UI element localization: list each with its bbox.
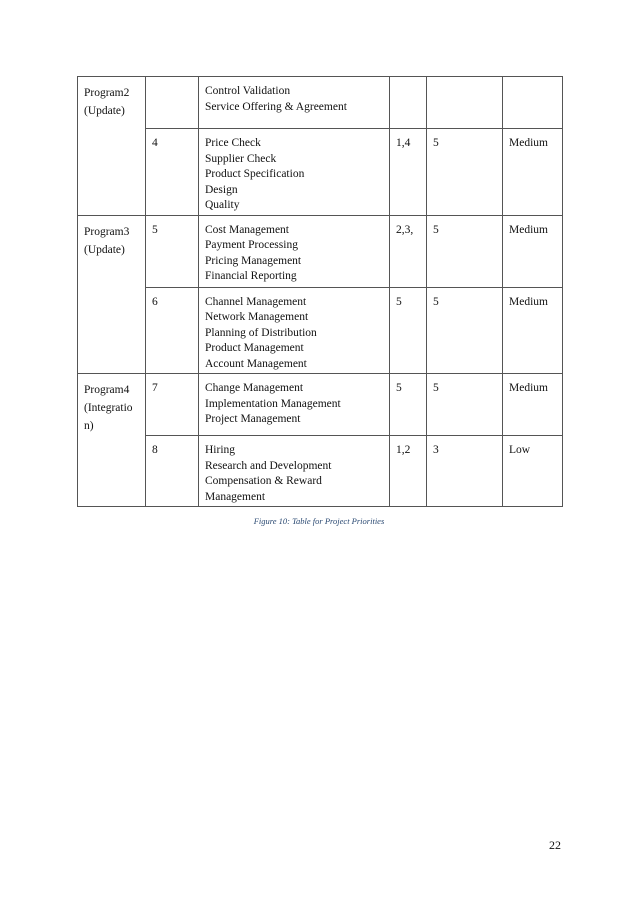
function-item: Control Validation (205, 85, 291, 97)
score-cell: 5 (427, 374, 503, 436)
score-cell: 5 (427, 287, 503, 374)
dependency-cell: 1,2 (390, 436, 427, 507)
functions-cell (199, 287, 390, 374)
program-label: (Update) (84, 243, 125, 256)
project-number-cell: 7 (146, 374, 199, 436)
function-item: Project Management (205, 413, 301, 425)
page-number: 22 (549, 838, 561, 852)
score-cell (427, 77, 503, 129)
priority-cell: Medium (503, 287, 563, 374)
score-cell: 5 (427, 215, 503, 287)
function-item: Account Management (205, 357, 307, 370)
functions-cell (199, 436, 390, 507)
project-number-cell (146, 77, 199, 129)
table-row (78, 436, 563, 507)
dependency-cell (390, 77, 427, 129)
functions-cell (199, 129, 390, 216)
program-label: Program4 (84, 384, 130, 396)
function-item: Quality (205, 199, 240, 211)
priority-cell (503, 77, 563, 129)
program-label: Program2 (84, 87, 130, 99)
function-item: Supplier Check (205, 152, 277, 165)
function-item: Price Check (205, 137, 261, 149)
score-cell: 5 (427, 129, 503, 216)
table-row (78, 129, 563, 216)
priority-cell: Low (503, 436, 563, 507)
program-cell (78, 77, 146, 216)
function-item: Implementation Management (205, 397, 341, 410)
function-item: Financial Reporting (205, 270, 297, 282)
dependency-cell: 5 (390, 287, 427, 374)
priority-cell: Medium (503, 374, 563, 436)
project-number-cell: 6 (146, 287, 199, 374)
function-item: Service Offering & Agreement (205, 100, 347, 113)
table-row (78, 374, 563, 436)
function-item: Product Management (205, 342, 304, 354)
project-number-cell: 8 (146, 436, 199, 507)
function-item: Payment Processing (205, 239, 298, 251)
function-item: Cost Management (205, 223, 289, 236)
program-label: (Update) (84, 105, 125, 117)
table-body (78, 77, 563, 507)
table-row (78, 77, 563, 129)
program-cell (78, 374, 146, 507)
functions-cell (199, 77, 390, 129)
functions-cell (199, 215, 390, 287)
function-item: Compensation & Reward (205, 475, 322, 487)
dependency-cell: 1,4 (390, 129, 427, 216)
dependency-cell: 5 (390, 374, 427, 436)
project-number-cell: 5 (146, 215, 199, 287)
function-item: Planning of Distribution (205, 326, 317, 339)
priority-cell: Medium (503, 129, 563, 216)
function-item: Change Management (205, 382, 304, 394)
function-item: Design (205, 183, 238, 196)
program-cell (78, 215, 146, 374)
function-item: Research and Development (205, 459, 332, 472)
figure-caption: Figure 10: Table for Project Priorities (253, 516, 385, 526)
table-row (78, 215, 563, 287)
function-item: Product Specification (205, 168, 305, 180)
function-item: Hiring (205, 444, 236, 456)
function-item: Channel Management (205, 295, 307, 308)
function-item: Network Management (205, 311, 309, 323)
program-label: (Integratio (84, 402, 133, 414)
priority-cell: Medium (503, 215, 563, 287)
program-label: Program3 (84, 225, 130, 238)
project-number-cell: 4 (146, 129, 199, 216)
score-cell: 3 (427, 436, 503, 507)
table-row (78, 287, 563, 374)
project-priorities-table (77, 76, 563, 507)
function-item: Management (205, 490, 266, 503)
function-item: Pricing Management (205, 254, 302, 267)
functions-cell (199, 374, 390, 436)
dependency-cell: 2,3, (390, 215, 427, 287)
program-label: n) (84, 420, 94, 432)
